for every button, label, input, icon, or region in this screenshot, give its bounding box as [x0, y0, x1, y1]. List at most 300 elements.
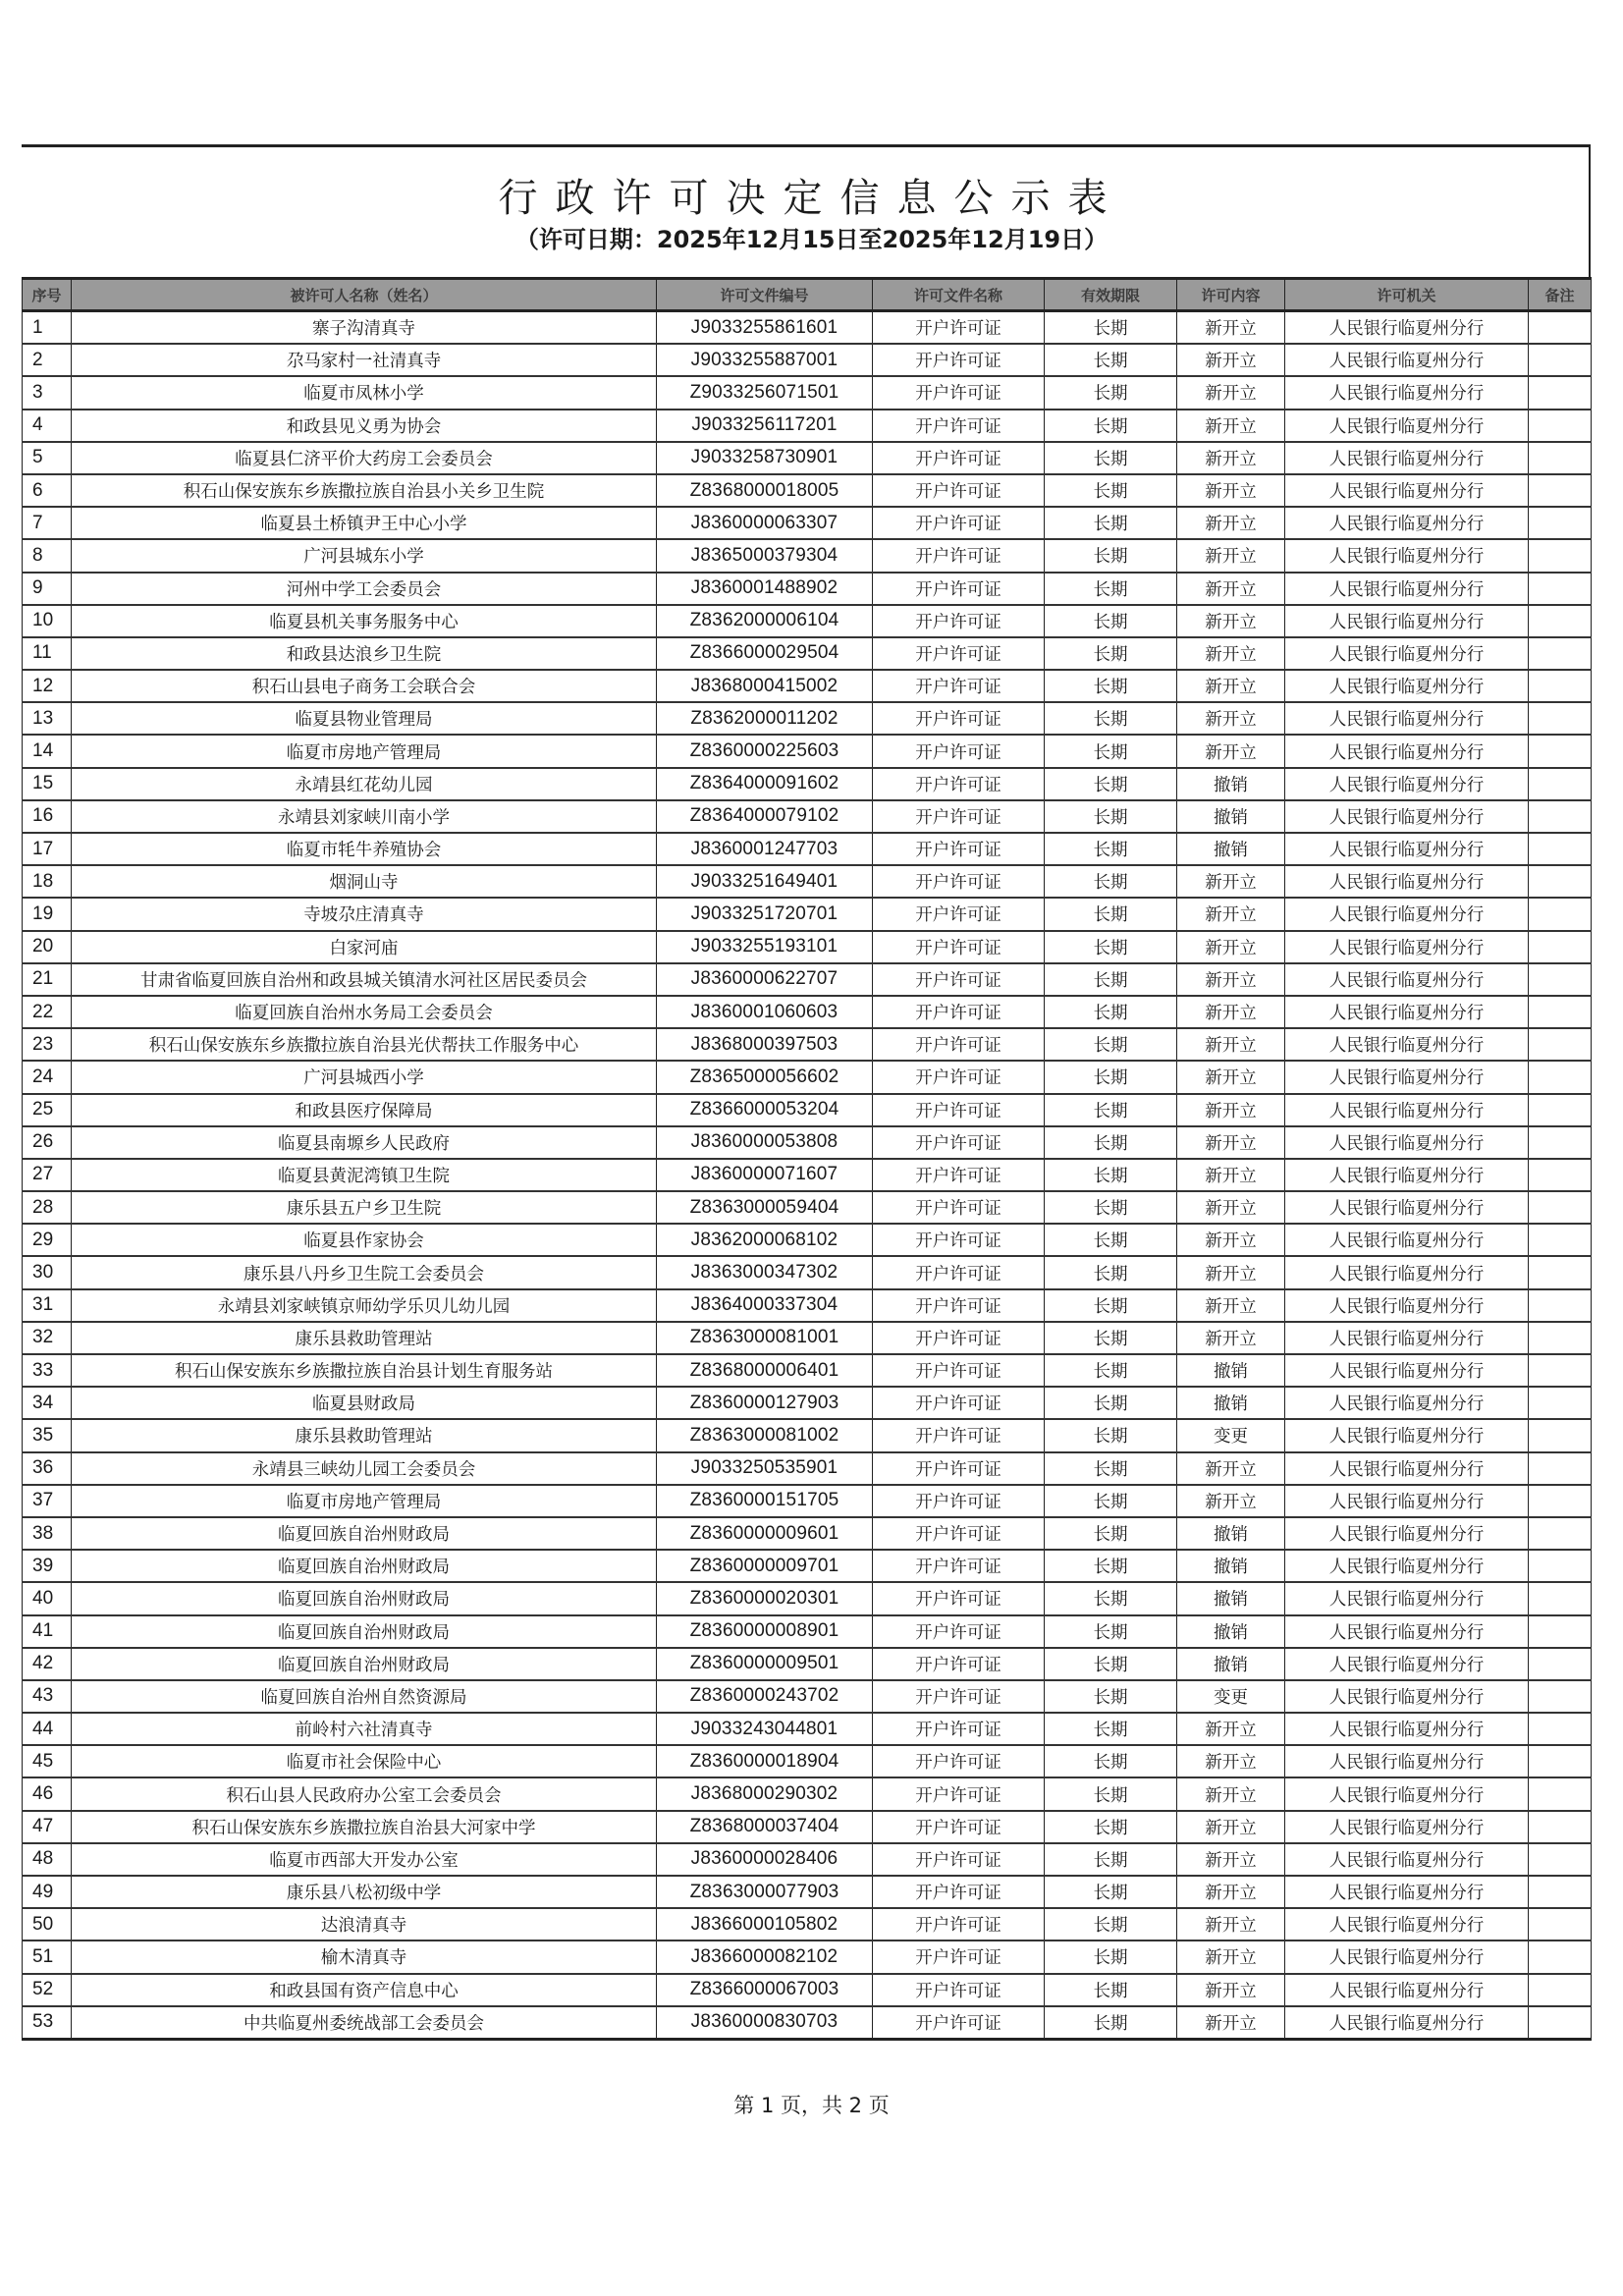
validity-cell: 长期: [1045, 865, 1177, 898]
licensee-name-cell: 白家河庙: [72, 931, 657, 963]
authority-cell: 人民银行临夏州分行: [1285, 1941, 1529, 1973]
authority-cell: 人民银行临夏州分行: [1285, 1126, 1529, 1159]
table-row: [23, 1648, 1592, 1680]
licensee-name-cell: 临夏县南塬乡人民政府: [72, 1126, 657, 1159]
validity-cell: 长期: [1045, 1094, 1177, 1126]
table-row: [23, 1354, 1592, 1387]
permit-title-cell: 开户许可证: [873, 1811, 1045, 1843]
permit-content-cell: 新开立: [1177, 1094, 1285, 1126]
permit-title-cell: 开户许可证: [873, 1322, 1045, 1354]
licensee-name-cell: 临夏县机关事务服务中心: [72, 605, 657, 637]
permit-title-cell: 开户许可证: [873, 735, 1045, 767]
licensee-name-cell: 临夏县作家协会: [72, 1224, 657, 1256]
validity-cell: 长期: [1045, 800, 1177, 833]
row-index-cell: 3: [23, 376, 72, 409]
licensee-name-cell: 临夏县财政局: [72, 1387, 657, 1419]
licensee-name-cell: 广河县城东小学: [72, 539, 657, 572]
row-index-cell: 18: [23, 865, 72, 898]
table-row: [23, 768, 1592, 800]
validity-cell: 长期: [1045, 1256, 1177, 1288]
authority-cell: 人民银行临夏州分行: [1285, 702, 1529, 735]
remarks-cell: [1529, 800, 1592, 833]
authority-cell: 人民银行临夏州分行: [1285, 474, 1529, 507]
permit-title-cell: 开户许可证: [873, 539, 1045, 572]
permit-number-cell: Z8363000077903: [657, 1876, 873, 1908]
permit-content-cell: 新开立: [1177, 507, 1285, 539]
permit-title-cell: 开户许可证: [873, 637, 1045, 670]
validity-cell: 长期: [1045, 1028, 1177, 1061]
permit-title-cell: 开户许可证: [873, 1843, 1045, 1876]
table-row: [23, 996, 1592, 1028]
table-row: [23, 344, 1592, 376]
licensee-name-cell: 临夏市房地产管理局: [72, 735, 657, 767]
header-index: 序号: [23, 279, 72, 311]
table-row: [23, 474, 1592, 507]
licensee-name-cell: 广河县城西小学: [72, 1061, 657, 1093]
authority-cell: 人民银行临夏州分行: [1285, 963, 1529, 996]
licensee-name-cell: 临夏县土桥镇尹王中心小学: [72, 507, 657, 539]
remarks-cell: [1529, 1094, 1592, 1126]
permit-content-cell: 新开立: [1177, 1322, 1285, 1354]
table-row: [23, 2006, 1592, 2040]
validity-cell: 长期: [1045, 539, 1177, 572]
validity-cell: 长期: [1045, 376, 1177, 409]
authority-cell: 人民银行临夏州分行: [1285, 1354, 1529, 1387]
permit-title-cell: 开户许可证: [873, 1648, 1045, 1680]
remarks-cell: [1529, 1517, 1592, 1550]
table-row: [23, 410, 1592, 442]
validity-cell: 长期: [1045, 702, 1177, 735]
table-row: [23, 1191, 1592, 1224]
licensee-name-cell: 积石山保安族东乡族撒拉族自治县光伏帮扶工作服务中心: [72, 1028, 657, 1061]
licensee-name-cell: 寨子沟清真寺: [72, 311, 657, 345]
permit-title-cell: 开户许可证: [873, 1550, 1045, 1582]
licensee-name-cell: 康乐县五户乡卫生院: [72, 1191, 657, 1224]
table-row: [23, 1387, 1592, 1419]
permit-title-cell: 开户许可证: [873, 507, 1045, 539]
licensee-name-cell: 和政县见义勇为协会: [72, 410, 657, 442]
permit-title-cell: 开户许可证: [873, 1517, 1045, 1550]
row-index-cell: 26: [23, 1126, 72, 1159]
permit-number-cell: J8360000063307: [657, 507, 873, 539]
remarks-cell: [1529, 1745, 1592, 1777]
permit-number-cell: Z8366000029504: [657, 637, 873, 670]
permit-number-cell: Z8360000225603: [657, 735, 873, 767]
permit-number-cell: Z8360000009701: [657, 1550, 873, 1582]
permit-title-cell: 开户许可证: [873, 311, 1045, 345]
permit-number-cell: J9033250535901: [657, 1452, 873, 1485]
remarks-cell: [1529, 605, 1592, 637]
remarks-cell: [1529, 1419, 1592, 1451]
remarks-cell: [1529, 539, 1592, 572]
row-index-cell: 40: [23, 1582, 72, 1614]
authority-cell: 人民银行临夏州分行: [1285, 1191, 1529, 1224]
remarks-cell: [1529, 702, 1592, 735]
authority-cell: 人民银行临夏州分行: [1285, 865, 1529, 898]
row-index-cell: 31: [23, 1289, 72, 1322]
row-index-cell: 24: [23, 1061, 72, 1093]
row-index-cell: 46: [23, 1777, 72, 1810]
validity-cell: 长期: [1045, 1843, 1177, 1876]
validity-cell: 长期: [1045, 1745, 1177, 1777]
row-index-cell: 21: [23, 963, 72, 996]
permit-content-cell: 新开立: [1177, 1126, 1285, 1159]
permit-content-cell: 撤销: [1177, 1582, 1285, 1614]
permit-number-cell: J9033251720701: [657, 898, 873, 930]
table-row: [23, 1517, 1592, 1550]
permit-content-cell: 新开立: [1177, 1452, 1285, 1485]
permit-content-cell: 变更: [1177, 1419, 1285, 1451]
authority-cell: 人民银行临夏州分行: [1285, 1256, 1529, 1288]
permit-number-cell: Z8365000056602: [657, 1061, 873, 1093]
row-index-cell: 34: [23, 1387, 72, 1419]
validity-cell: 长期: [1045, 931, 1177, 963]
validity-cell: 长期: [1045, 1289, 1177, 1322]
permit-title-cell: 开户许可证: [873, 833, 1045, 865]
table-row: [23, 1941, 1592, 1973]
permit-number-cell: J9033255887001: [657, 344, 873, 376]
permit-number-cell: J8368000397503: [657, 1028, 873, 1061]
remarks-cell: [1529, 1876, 1592, 1908]
permit-title-cell: 开户许可证: [873, 898, 1045, 930]
row-index-cell: 43: [23, 1680, 72, 1713]
permit-title-cell: 开户许可证: [873, 376, 1045, 409]
permit-date-range: （许可日期：2025年12月15日至2025年12月19日）: [514, 226, 1109, 253]
permit-number-cell: J8366000082102: [657, 1941, 873, 1973]
permit-number-cell: J9033255861601: [657, 311, 873, 345]
authority-cell: 人民银行临夏州分行: [1285, 833, 1529, 865]
permit-number-cell: J8360000830703: [657, 2006, 873, 2040]
permit-content-cell: 撤销: [1177, 800, 1285, 833]
row-index-cell: 29: [23, 1224, 72, 1256]
table-row: [23, 1159, 1592, 1191]
validity-cell: 长期: [1045, 1419, 1177, 1451]
permit-content-cell: 新开立: [1177, 1289, 1285, 1322]
permit-title-cell: 开户许可证: [873, 1713, 1045, 1745]
row-index-cell: 4: [23, 410, 72, 442]
permit-title-cell: 开户许可证: [873, 474, 1045, 507]
licensee-name-cell: 河州中学工会委员会: [72, 573, 657, 605]
permit-content-cell: 撤销: [1177, 768, 1285, 800]
row-index-cell: 7: [23, 507, 72, 539]
permit-number-cell: Z8362000011202: [657, 702, 873, 735]
authority-cell: 人民银行临夏州分行: [1285, 1777, 1529, 1810]
permit-number-cell: J9033251649401: [657, 865, 873, 898]
remarks-cell: [1529, 1713, 1592, 1745]
row-index-cell: 47: [23, 1811, 72, 1843]
remarks-cell: [1529, 1843, 1592, 1876]
row-index-cell: 44: [23, 1713, 72, 1745]
permit-number-cell: Z8368000018005: [657, 474, 873, 507]
permit-title-cell: 开户许可证: [873, 1256, 1045, 1288]
validity-cell: 长期: [1045, 1517, 1177, 1550]
table-row: [23, 1094, 1592, 1126]
remarks-cell: [1529, 1485, 1592, 1517]
table-row: [23, 605, 1592, 637]
authority-cell: 人民银行临夏州分行: [1285, 1419, 1529, 1451]
permit-title-cell: 开户许可证: [873, 1061, 1045, 1093]
permit-title-cell: 开户许可证: [873, 1876, 1045, 1908]
validity-cell: 长期: [1045, 311, 1177, 345]
permit-number-cell: Z8360000151705: [657, 1485, 873, 1517]
table-row: [23, 1322, 1592, 1354]
row-index-cell: 41: [23, 1615, 72, 1648]
remarks-cell: [1529, 1061, 1592, 1093]
permit-title-cell: 开户许可证: [873, 573, 1045, 605]
remarks-cell: [1529, 1452, 1592, 1485]
table-row: [23, 1452, 1592, 1485]
permit-content-cell: 撤销: [1177, 1615, 1285, 1648]
authority-cell: 人民银行临夏州分行: [1285, 1094, 1529, 1126]
permit-number-cell: J8360000053808: [657, 1126, 873, 1159]
licensee-name-cell: 临夏市社会保险中心: [72, 1745, 657, 1777]
permit-content-cell: 撤销: [1177, 1387, 1285, 1419]
row-index-cell: 2: [23, 344, 72, 376]
permit-title-cell: 开户许可证: [873, 800, 1045, 833]
permit-content-cell: 新开立: [1177, 311, 1285, 345]
table-row: [23, 1615, 1592, 1648]
row-index-cell: 1: [23, 311, 72, 345]
permit-number-cell: J8362000068102: [657, 1224, 873, 1256]
permit-title-cell: 开户许可证: [873, 1777, 1045, 1810]
permit-number-cell: Z8360000020301: [657, 1582, 873, 1614]
remarks-cell: [1529, 1582, 1592, 1614]
licensee-name-cell: 中共临夏州委统战部工会委员会: [72, 2006, 657, 2040]
authority-cell: 人民银行临夏州分行: [1285, 1908, 1529, 1941]
permit-number-cell: Z8364000091602: [657, 768, 873, 800]
authority-cell: 人民银行临夏州分行: [1285, 507, 1529, 539]
permit-title-cell: 开户许可证: [873, 1452, 1045, 1485]
licensee-name-cell: 和政县达浪乡卫生院: [72, 637, 657, 670]
permit-title-cell: 开户许可证: [873, 670, 1045, 702]
table-row: [23, 539, 1592, 572]
row-index-cell: 36: [23, 1452, 72, 1485]
row-index-cell: 37: [23, 1485, 72, 1517]
header-permit-content: 许可内容: [1177, 279, 1285, 311]
permit-title-cell: 开户许可证: [873, 442, 1045, 474]
authority-cell: 人民银行临夏州分行: [1285, 376, 1529, 409]
remarks-cell: [1529, 833, 1592, 865]
validity-cell: 长期: [1045, 605, 1177, 637]
permit-number-cell: Z8363000059404: [657, 1191, 873, 1224]
table-row: [23, 376, 1592, 409]
table-row: [23, 1745, 1592, 1777]
authority-cell: 人民银行临夏州分行: [1285, 1322, 1529, 1354]
permit-number-cell: J8360000028406: [657, 1843, 873, 1876]
authority-cell: 人民银行临夏州分行: [1285, 1452, 1529, 1485]
permit-number-cell: Z8360000018904: [657, 1745, 873, 1777]
header-permit-number: 许可文件编号: [657, 279, 873, 311]
table-row: [23, 1061, 1592, 1093]
authority-cell: 人民银行临夏州分行: [1285, 996, 1529, 1028]
authority-cell: 人民银行临夏州分行: [1285, 1289, 1529, 1322]
validity-cell: 长期: [1045, 1777, 1177, 1810]
licensee-name-cell: 临夏县黄泥湾镇卫生院: [72, 1159, 657, 1191]
table-row: [23, 1224, 1592, 1256]
permit-title-cell: 开户许可证: [873, 1745, 1045, 1777]
licensee-name-cell: 临夏回族自治州财政局: [72, 1550, 657, 1582]
remarks-cell: [1529, 1615, 1592, 1648]
permit-content-cell: 新开立: [1177, 410, 1285, 442]
permit-number-cell: Z8366000067003: [657, 1974, 873, 2006]
table-row: [23, 1582, 1592, 1614]
permit-number-cell: Z8364000079102: [657, 800, 873, 833]
licensee-name-cell: 榆木清真寺: [72, 1941, 657, 1973]
table-row: [23, 311, 1592, 345]
remarks-cell: [1529, 1648, 1592, 1680]
authority-cell: 人民银行临夏州分行: [1285, 1713, 1529, 1745]
validity-cell: 长期: [1045, 1322, 1177, 1354]
authority-cell: 人民银行临夏州分行: [1285, 1582, 1529, 1614]
permit-number-cell: J8365000379304: [657, 539, 873, 572]
permit-title-cell: 开户许可证: [873, 410, 1045, 442]
authority-cell: 人民银行临夏州分行: [1285, 670, 1529, 702]
table-row: [23, 1713, 1592, 1745]
permit-content-cell: 新开立: [1177, 637, 1285, 670]
permit-title-cell: 开户许可证: [873, 768, 1045, 800]
permit-content-cell: 新开立: [1177, 963, 1285, 996]
licensee-name-cell: 康乐县八松初级中学: [72, 1876, 657, 1908]
permit-title-cell: 开户许可证: [873, 1908, 1045, 1941]
licensee-name-cell: 临夏市房地产管理局: [72, 1485, 657, 1517]
table-row: [23, 800, 1592, 833]
table-row: [23, 1256, 1592, 1288]
table-row: [23, 1419, 1592, 1451]
permit-content-cell: 撤销: [1177, 1648, 1285, 1680]
remarks-cell: [1529, 1941, 1592, 1973]
licensee-name-cell: 积石山保安族东乡族撒拉族自治县计划生育服务站: [72, 1354, 657, 1387]
remarks-cell: [1529, 931, 1592, 963]
licensee-name-cell: 永靖县刘家峡川南小学: [72, 800, 657, 833]
permit-title-cell: 开户许可证: [873, 996, 1045, 1028]
licensee-name-cell: 临夏市西部大开发办公室: [72, 1843, 657, 1876]
authority-cell: 人民银行临夏州分行: [1285, 898, 1529, 930]
licensee-name-cell: 永靖县红花幼儿园: [72, 768, 657, 800]
table-row: [23, 898, 1592, 930]
remarks-cell: [1529, 1322, 1592, 1354]
permit-content-cell: 新开立: [1177, 1256, 1285, 1288]
permit-content-cell: 撤销: [1177, 1354, 1285, 1387]
remarks-cell: [1529, 1191, 1592, 1224]
row-index-cell: 9: [23, 573, 72, 605]
licensee-name-cell: 临夏回族自治州自然资源局: [72, 1680, 657, 1713]
permit-number-cell: Z8363000081001: [657, 1322, 873, 1354]
permit-content-cell: 新开立: [1177, 1028, 1285, 1061]
authority-cell: 人民银行临夏州分行: [1285, 1745, 1529, 1777]
row-index-cell: 13: [23, 702, 72, 735]
table-row: [23, 1028, 1592, 1061]
permit-content-cell: 新开立: [1177, 1224, 1285, 1256]
validity-cell: 长期: [1045, 1974, 1177, 2006]
table-row: [23, 637, 1592, 670]
permit-content-cell: 新开立: [1177, 670, 1285, 702]
authority-cell: 人民银行临夏州分行: [1285, 539, 1529, 572]
authority-cell: 人民银行临夏州分行: [1285, 1061, 1529, 1093]
permit-content-cell: 新开立: [1177, 442, 1285, 474]
header-licensee-name: 被许可人名称（姓名）: [72, 279, 657, 311]
remarks-cell: [1529, 344, 1592, 376]
table-row: [23, 442, 1592, 474]
remarks-cell: [1529, 963, 1592, 996]
validity-cell: 长期: [1045, 1680, 1177, 1713]
remarks-cell: [1529, 1256, 1592, 1288]
remarks-cell: [1529, 735, 1592, 767]
header-authority: 许可机关: [1285, 279, 1529, 311]
remarks-cell: [1529, 1550, 1592, 1582]
permit-title-cell: 开户许可证: [873, 344, 1045, 376]
permit-content-cell: 新开立: [1177, 931, 1285, 963]
authority-cell: 人民银行临夏州分行: [1285, 1876, 1529, 1908]
table-row: [23, 1550, 1592, 1582]
permit-title-cell: 开户许可证: [873, 931, 1045, 963]
remarks-cell: [1529, 1387, 1592, 1419]
validity-cell: 长期: [1045, 1908, 1177, 1941]
permit-content-cell: 新开立: [1177, 344, 1285, 376]
table-row: [23, 963, 1592, 996]
table-row: [23, 1485, 1592, 1517]
row-index-cell: 28: [23, 1191, 72, 1224]
permit-title-cell: 开户许可证: [873, 1159, 1045, 1191]
header-permit-title: 许可文件名称: [873, 279, 1045, 311]
licensee-name-cell: 康乐县救助管理站: [72, 1322, 657, 1354]
permit-title-cell: 开户许可证: [873, 1028, 1045, 1061]
permit-content-cell: 新开立: [1177, 1745, 1285, 1777]
remarks-cell: [1529, 442, 1592, 474]
permit-number-cell: J8364000337304: [657, 1289, 873, 1322]
remarks-cell: [1529, 507, 1592, 539]
permit-content-cell: 新开立: [1177, 735, 1285, 767]
licensee-name-cell: 和政县医疗保障局: [72, 1094, 657, 1126]
validity-cell: 长期: [1045, 1061, 1177, 1093]
permit-number-cell: Z8360000127903: [657, 1387, 873, 1419]
row-index-cell: 42: [23, 1648, 72, 1680]
authority-cell: 人民银行临夏州分行: [1285, 735, 1529, 767]
authority-cell: 人民银行临夏州分行: [1285, 1974, 1529, 2006]
permit-content-cell: 撤销: [1177, 833, 1285, 865]
row-index-cell: 45: [23, 1745, 72, 1777]
licensee-name-cell: 积石山保安族东乡族撒拉族自治县大河家中学: [72, 1811, 657, 1843]
permit-content-cell: 新开立: [1177, 1777, 1285, 1810]
permit-content-cell: 新开立: [1177, 865, 1285, 898]
permit-number-cell: Z9033256071501: [657, 376, 873, 409]
permit-number-cell: J9033255193101: [657, 931, 873, 963]
licensee-name-cell: 积石山保安族东乡族撒拉族自治县小关乡卫生院: [72, 474, 657, 507]
permit-title-cell: 开户许可证: [873, 963, 1045, 996]
table-row: [23, 670, 1592, 702]
remarks-cell: [1529, 1224, 1592, 1256]
permit-number-cell: J8366000105802: [657, 1908, 873, 1941]
table-row: [23, 865, 1592, 898]
row-index-cell: 48: [23, 1843, 72, 1876]
row-index-cell: 52: [23, 1974, 72, 2006]
remarks-cell: [1529, 1354, 1592, 1387]
remarks-cell: [1529, 1811, 1592, 1843]
row-index-cell: 32: [23, 1322, 72, 1354]
remarks-cell: [1529, 670, 1592, 702]
permit-title-cell: 开户许可证: [873, 1615, 1045, 1648]
validity-cell: 长期: [1045, 1582, 1177, 1614]
permit-number-cell: Z8366000053204: [657, 1094, 873, 1126]
row-index-cell: 33: [23, 1354, 72, 1387]
authority-cell: 人民银行临夏州分行: [1285, 1615, 1529, 1648]
row-index-cell: 39: [23, 1550, 72, 1582]
permit-number-cell: J9033256117201: [657, 410, 873, 442]
authority-cell: 人民银行临夏州分行: [1285, 1550, 1529, 1582]
permit-content-cell: 新开立: [1177, 898, 1285, 930]
authority-cell: 人民银行临夏州分行: [1285, 1680, 1529, 1713]
remarks-cell: [1529, 637, 1592, 670]
table-row: [23, 1843, 1592, 1876]
